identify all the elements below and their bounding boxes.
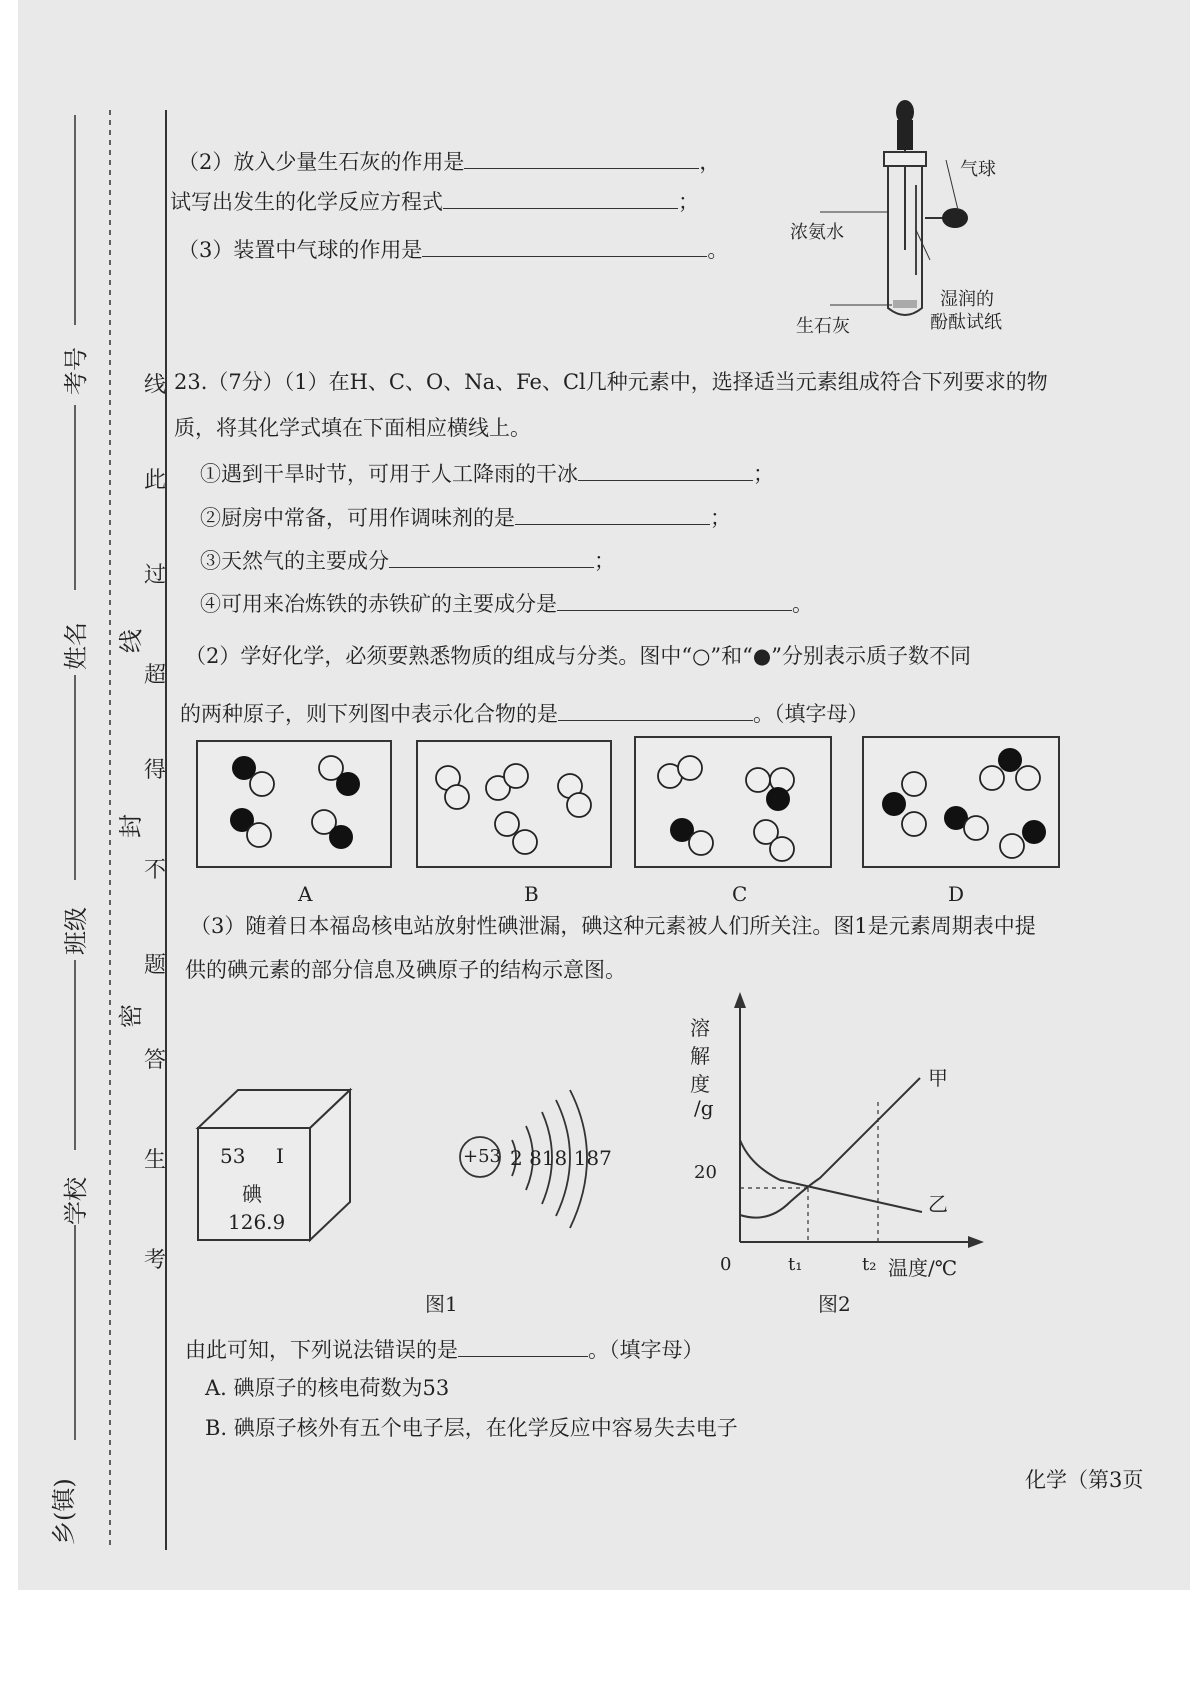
q23-sub2: ②厨房中常备，可用作调味剂的是 ；: [200, 506, 731, 530]
seal-secret-char: 密: [111, 1002, 146, 1030]
electron-shells: 2 818 187: [510, 1146, 612, 1170]
y-tick-20: 20: [694, 1162, 717, 1183]
nucleus-charge: +53: [463, 1146, 501, 1167]
solubility-chart: [690, 990, 990, 1290]
figure2-caption: 图2: [818, 1292, 851, 1316]
choice-a: A. 碘原子的核电荷数为53: [205, 1376, 450, 1400]
x-axis-label: 温度/℃: [888, 1256, 958, 1280]
molecule-box-a: [196, 740, 392, 868]
series-jia-line: [740, 1078, 920, 1218]
q22-item2: （2）放入少量生石灰的作用是 ，: [178, 150, 721, 174]
q23-part3-question: 由此可知，下列说法错误的是 。（填字母）: [185, 1338, 704, 1362]
warning-char-8: 答: [144, 1048, 167, 1073]
molecule-box-b: [416, 740, 612, 868]
y-axis-arrow: [734, 992, 746, 1008]
warning-char-10: 考: [144, 1248, 167, 1273]
warning-char-7: 题: [144, 953, 167, 978]
figure1-caption: 图1: [425, 1292, 458, 1316]
choice-b: B. 碘原子核外有五个电子层，在化学反应中容易失去电子: [205, 1416, 738, 1440]
q23-sub4: ④可用来冶炼铁的赤铁矿的主要成分是 。: [200, 592, 813, 616]
y-axis-label-2: 解: [690, 1044, 710, 1068]
figure1: [190, 1080, 650, 1280]
q23-part2-line2: 的两种原子，则下列图中表示化合物的是 。（填字母）: [180, 702, 869, 726]
warning-char-1: 线: [144, 373, 167, 398]
q23-sub1: ①遇到干旱时节，可用于人工降雨的干冰 ；: [200, 462, 774, 486]
series-yi-line: [740, 1140, 922, 1212]
class-label: 班级: [62, 907, 90, 955]
seal-seal-char: 封: [111, 812, 146, 840]
series-yi-label: 乙: [928, 1192, 948, 1216]
q23-intro-line2: 质，将其化学式填在下面相应横线上。: [174, 416, 531, 440]
warning-char-2: 此: [144, 468, 167, 493]
town-label: 乡(镇): [50, 1478, 78, 1545]
option-c-label: C: [732, 882, 748, 906]
series-jia-label: 甲: [928, 1066, 948, 1090]
q23-part3-line1: （3）随着日本福岛核电站放射性碘泄漏，碘这种元素被人们所关注。图1是元素周期表中提: [190, 914, 1036, 938]
apparatus-diagram: [780, 100, 1020, 337]
option-a-label: A: [298, 882, 313, 906]
warning-char-3: 过: [144, 563, 167, 588]
warning-char-6: 不: [144, 858, 167, 883]
option-d-label: D: [948, 882, 965, 906]
paper-label-1: 湿润的: [940, 289, 994, 310]
warning-char-9: 生: [144, 1148, 167, 1173]
seal-line-char: 线: [111, 627, 146, 655]
q23-part3-line2: 供的碘元素的部分信息及碘原子的结构示意图。: [185, 958, 626, 982]
q22-item2-equation: 试写出发生的化学反应方程式 ；: [170, 190, 699, 214]
quicklime-label: 生石灰: [796, 316, 850, 337]
q23-sub3: ③天然气的主要成分 ；: [200, 549, 615, 573]
exam-number-label: 考号: [62, 347, 90, 395]
page-footer: 化学（第3页: [1025, 1468, 1144, 1492]
x-axis-arrow: [968, 1236, 984, 1248]
x-tick-t2: t₂: [862, 1254, 877, 1275]
balloon-label: 气球: [960, 159, 996, 180]
paper-label-2: 酚酞试纸: [930, 312, 1002, 333]
figure2: [690, 990, 990, 1290]
y-axis-label-4: /g: [694, 1096, 714, 1120]
school-label: 学校: [62, 1177, 90, 1225]
element-name: 碘: [242, 1182, 262, 1206]
x-tick-0: 0: [720, 1254, 732, 1275]
ammonia-label: 浓氨水: [790, 222, 844, 243]
molecule-box-d: [862, 736, 1060, 868]
molecule-box-c: [634, 736, 832, 868]
x-tick-t1: t₁: [788, 1254, 803, 1275]
atomic-number: 53: [220, 1144, 246, 1168]
warning-char-5: 得: [144, 758, 167, 783]
y-axis-label-3: 度: [690, 1072, 710, 1096]
q22-item3: （3）装置中气球的作用是 。: [178, 238, 729, 262]
q23-intro-line1: 23.（7分）（1）在H、C、O、Na、Fe、Cl几种元素中，选择适当元素组成符合下列要求的物: [174, 370, 1048, 394]
q23-part2-line1: （2）学好化学，必须要熟悉物质的组成与分类。图中“○”和“●”分别表示质子数不同: [185, 644, 971, 668]
y-axis-label-1: 溶: [690, 1016, 710, 1040]
atomic-mass: 126.9: [228, 1210, 286, 1234]
element-symbol: I: [276, 1144, 284, 1168]
option-b-label: B: [524, 882, 539, 906]
warning-char-4: 超: [144, 663, 167, 688]
name-label: 姓名: [62, 622, 90, 670]
